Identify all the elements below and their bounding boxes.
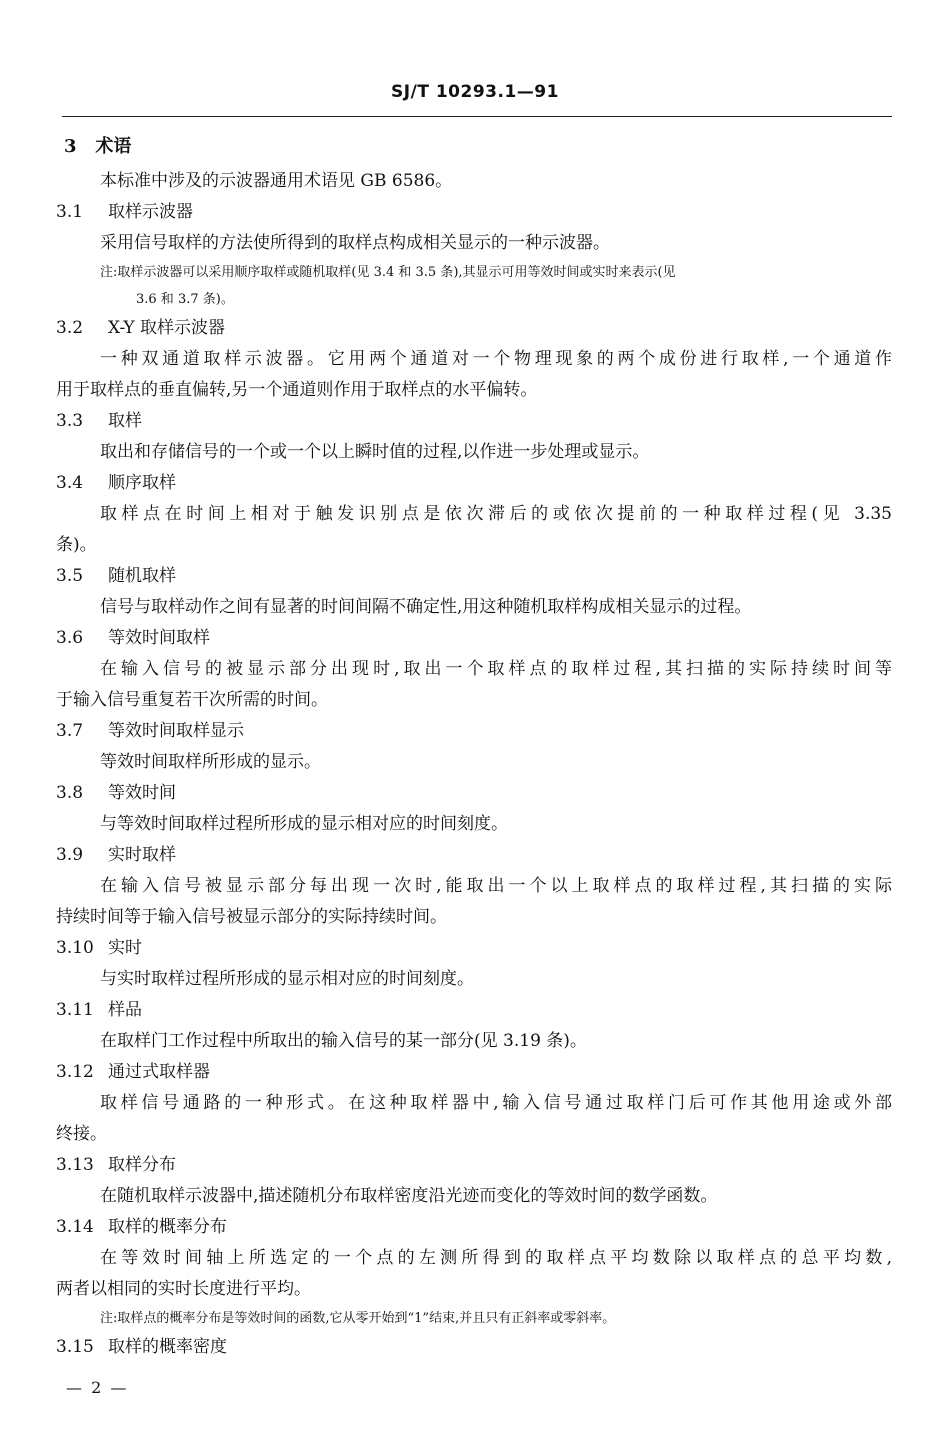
term-number: 3.3 bbox=[56, 411, 84, 431]
term-number: 3.15 bbox=[56, 1337, 94, 1357]
term-heading bbox=[56, 716, 892, 747]
term-definition-line: 用于取样点的垂直偏转,另一个通道则作用于取样点的水平偏转。 bbox=[56, 380, 538, 400]
term-heading bbox=[56, 623, 892, 654]
term-number: 3.14 bbox=[56, 1217, 94, 1237]
term-heading bbox=[56, 313, 892, 344]
term-definition-line: 取样点在时间上相对于触发识别点是依次滞后的或依次提前的一种取样过程(见 3.35 bbox=[100, 504, 892, 524]
term-number: 3.1 bbox=[56, 202, 84, 222]
page-number: — 2 — bbox=[66, 1378, 129, 1397]
term-heading bbox=[56, 1332, 892, 1363]
term-definition-line: 条)。 bbox=[56, 535, 97, 555]
term-title: 随机取样 bbox=[108, 566, 176, 586]
term-definition-line: 在输入信号的被显示部分出现时,取出一个取样点的取样过程,其扫描的实际持续时间等 bbox=[100, 659, 892, 679]
term-heading bbox=[56, 995, 892, 1026]
term-definition-line: 两者以相同的实时长度进行平均。 bbox=[56, 1279, 311, 1299]
term-heading bbox=[56, 197, 892, 228]
term-definition-line: 与等效时间取样过程所形成的显示相对应的时间刻度。 bbox=[100, 814, 508, 834]
section-number: 3 bbox=[64, 136, 77, 157]
term-definition-line: 在等效时间轴上所选定的一个点的左测所得到的取样点平均数除以取样点的总平均数, bbox=[100, 1248, 892, 1268]
term-title: X-Y 取样示波器 bbox=[108, 318, 225, 338]
section-title: 术语 bbox=[95, 136, 132, 157]
term-definition-line: 在输入信号被显示部分每出现一次时,能取出一个以上取样点的取样过程,其扫描的实际 bbox=[100, 876, 892, 896]
term-heading bbox=[56, 561, 892, 592]
section-heading bbox=[56, 128, 892, 166]
term-definition-line: 在取样门工作过程中所取出的输入信号的某一部分(见 3.19 条)。 bbox=[100, 1031, 587, 1051]
term-title: 实时取样 bbox=[108, 845, 176, 865]
document-body bbox=[56, 128, 892, 1363]
term-title: 等效时间 bbox=[108, 783, 176, 803]
term-number: 3.11 bbox=[56, 1000, 94, 1020]
term-title: 顺序取样 bbox=[108, 473, 176, 493]
term-title: 通过式取样器 bbox=[108, 1062, 210, 1082]
term-definition-line: 取出和存储信号的一个或一个以上瞬时值的过程,以作进一步处理或显示。 bbox=[100, 442, 650, 462]
term-heading bbox=[56, 933, 892, 964]
term-number: 3.6 bbox=[56, 628, 84, 648]
term-heading bbox=[56, 1212, 892, 1243]
term-heading bbox=[56, 468, 892, 499]
term-number: 3.5 bbox=[56, 566, 84, 586]
term-title: 取样的概率密度 bbox=[108, 1337, 227, 1357]
term-heading bbox=[56, 840, 892, 871]
term-definition-line: 一种双通道取样示波器。它用两个通道对一个物理现象的两个成份进行取样,一个通道作 bbox=[100, 349, 892, 369]
term-definition-line: 于输入信号重复若干次所需的时间。 bbox=[56, 690, 328, 710]
term-definition-line: 在随机取样示波器中,描述随机分布取样密度沿光迹而变化的等效时间的数学函数。 bbox=[100, 1186, 718, 1206]
term-definition-line: 信号与取样动作之间有显著的时间间隔不确定性,用这种随机取样构成相关显示的过程。 bbox=[100, 597, 752, 617]
term-number: 3.10 bbox=[56, 938, 94, 958]
term-title: 取样示波器 bbox=[108, 202, 193, 222]
term-note: 注:取样示波器可以采用顺序取样或随机取样(见 3.4 和 3.5 条),其显示可用等效时间或实时来表示(见 bbox=[100, 265, 676, 280]
term-heading bbox=[56, 1057, 892, 1088]
term-number: 3.12 bbox=[56, 1062, 94, 1082]
term-heading bbox=[56, 1150, 892, 1181]
term-number: 3.8 bbox=[56, 783, 84, 803]
term-heading bbox=[56, 406, 892, 437]
term-title: 等效时间取样显示 bbox=[108, 721, 244, 741]
term-title: 等效时间取样 bbox=[108, 628, 210, 648]
term-number: 3.2 bbox=[56, 318, 84, 338]
term-heading bbox=[56, 778, 892, 809]
term-number: 3.7 bbox=[56, 721, 84, 741]
term-number: 3.4 bbox=[56, 473, 84, 493]
term-definition-line: 等效时间取样所形成的显示。 bbox=[100, 752, 321, 772]
term-title: 样品 bbox=[108, 1000, 142, 1020]
term-definition-line: 与实时取样过程所形成的显示相对应的时间刻度。 bbox=[100, 969, 474, 989]
term-definition-line: 持续时间等于输入信号被显示部分的实际持续时间。 bbox=[56, 907, 447, 927]
term-title: 实时 bbox=[108, 938, 142, 958]
term-definition-line: 终接。 bbox=[56, 1124, 107, 1144]
term-title: 取样分布 bbox=[108, 1155, 176, 1175]
term-definition-line: 取样信号通路的一种形式。在这种取样器中,输入信号通过取样门后可作其他用途或外部 bbox=[100, 1093, 892, 1113]
term-title: 取样的概率分布 bbox=[108, 1217, 227, 1237]
header-rule bbox=[62, 116, 892, 117]
term-title: 取样 bbox=[108, 411, 142, 431]
term-number: 3.9 bbox=[56, 845, 84, 865]
section-intro: 本标准中涉及的示波器通用术语见 GB 6586。 bbox=[100, 171, 453, 191]
term-note: 注:取样点的概率分布是等效时间的函数,它从零开始到“1”结束,并且只有正斜率或零斜率。 bbox=[100, 1311, 616, 1326]
term-definition-line: 采用信号取样的方法使所得到的取样点构成相关显示的一种示波器。 bbox=[100, 233, 610, 253]
terms-list bbox=[56, 197, 892, 1363]
document-header: SJ/T 10293.1—91 bbox=[391, 82, 559, 102]
term-number: 3.13 bbox=[56, 1155, 94, 1175]
term-note: 3.6 和 3.7 条)。 bbox=[136, 292, 234, 307]
